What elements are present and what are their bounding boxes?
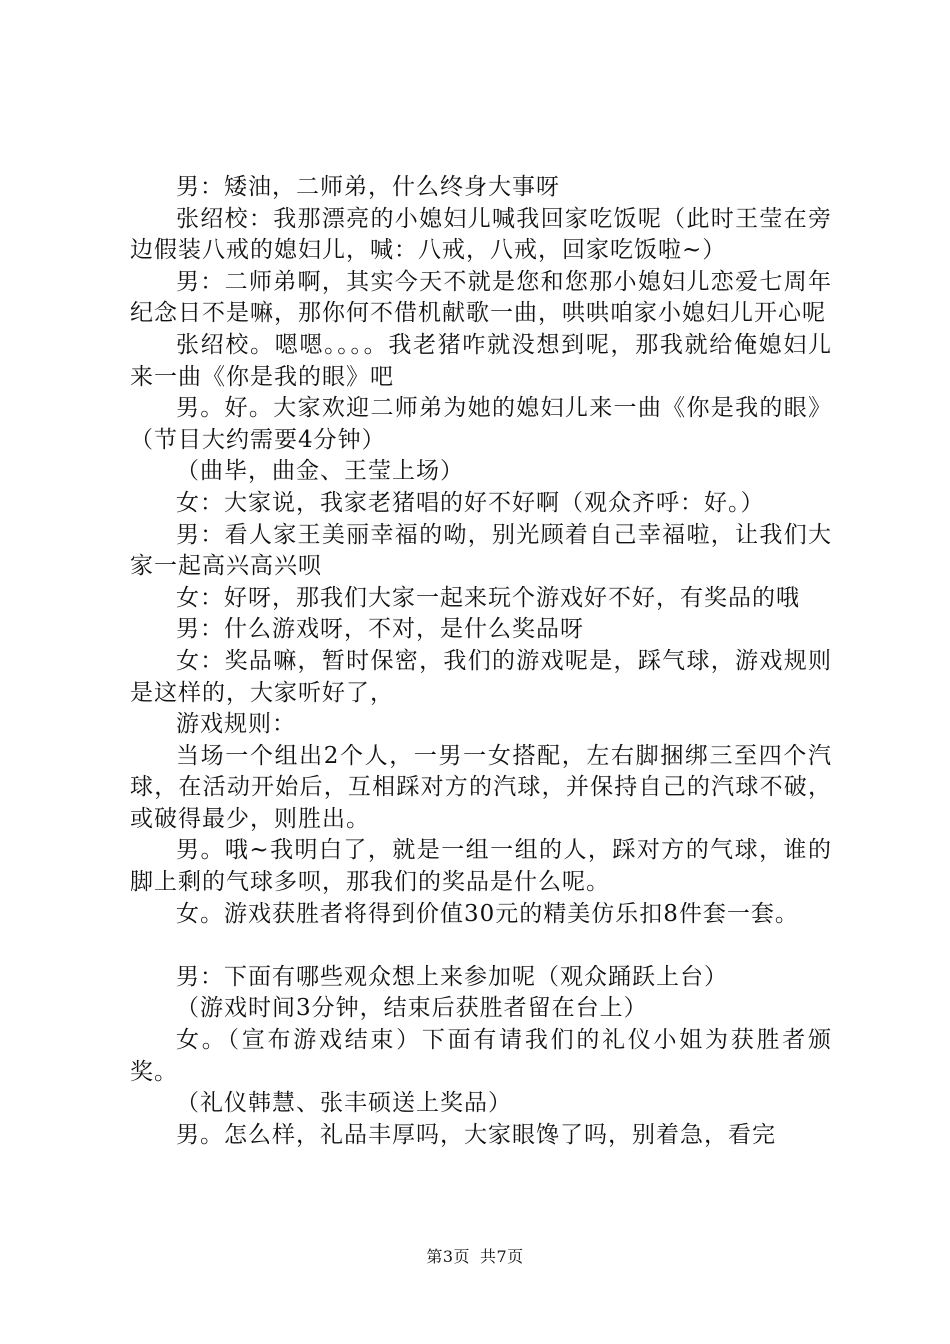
script-paragraph (130, 930, 832, 962)
page-number: 第3页 (426, 1247, 470, 1266)
script-paragraph: 当场一个组出2个人，一男一女搭配，左右脚捆绑三至四个汽球，在活动开始后，互相踩对方的汽球，并保持自己的汽球不破，或破得最少，则胜出。 (130, 742, 832, 832)
script-paragraph: 男：二师弟啊，其实今天不就是您和您那小媳妇儿恋爱七周年纪念日不是嘛，那你何不借机献歌一曲，哄哄咱家小媳妇儿开心呢 (130, 268, 832, 327)
script-paragraph: 游戏规则： (176, 711, 296, 738)
script-paragraph: 张绍校：我那漂亮的小媳妇儿喊我回家吃饭呢（此时王莹在旁边假装八戒的媳妇儿，喊：八戒，八戒，回家吃饭啦~） (130, 205, 832, 264)
script-paragraph: 女。（宣布游戏结束）下面有请我们的礼仪小姐为获胜者颁奖。 (130, 1027, 832, 1085)
script-paragraph: 男：矮油，二师弟，什么终身大事呀 (176, 174, 560, 200)
script-paragraph: （礼仪韩慧、张丰硕送上奖品） (176, 1090, 512, 1117)
script-paragraph: 女：好呀，那我们大家一起来玩个游戏好不好，有奖品的哦 (176, 584, 800, 611)
script-paragraph: 男。好。大家欢迎二师弟为她的媳妇儿来一曲《你是我的眼》（节目大约需要4分钟） (130, 395, 832, 453)
script-paragraph: 男。怎么样，礼品丰厚吗，大家眼馋了吗，别着急，看完 (176, 1121, 776, 1148)
script-paragraph: 女：大家说，我家老猪唱的好不好啊（观众齐呼：好。） (176, 489, 765, 516)
script-paragraph: （曲毕，曲金、王莹上场） (176, 458, 464, 485)
script-paragraph: 男：看人家王美丽幸福的呦，别光顾着自己幸福啦，让我们大家一起高兴高兴呗 (130, 521, 832, 580)
page-footer (0, 1244, 950, 1267)
script-paragraph: 女。游戏获胜者将得到价值30元的精美仿乐扣8件套一套。 (176, 900, 799, 927)
page-total: 共7页 (480, 1247, 524, 1266)
script-paragraph: （游戏时间3分钟，结束后获胜者留在台上） (176, 995, 648, 1022)
script-paragraph: 男：下面有哪些观众想上来参加呢（观众踊跃上台） (176, 963, 728, 990)
script-paragraph: 男。哦~我明白了，就是一组一组的人，踩对方的气球，谁的脚上剩的气球多呗，那我们的奖品是什么呢。 (130, 837, 832, 896)
script-paragraph: 女：奖品嘛，暂时保密，我们的游戏呢是，踩气球，游戏规则是这样的，大家听好了， (130, 647, 832, 706)
script-body (130, 172, 832, 1151)
script-paragraph: 男：什么游戏呀，不对，是什么奖品呀 (176, 616, 584, 643)
script-paragraph: 张绍校。嗯嗯。。。。我老猪咋就没想到呢，那我就给俺媳妇儿来一曲《你是我的眼》吧 (130, 331, 832, 390)
